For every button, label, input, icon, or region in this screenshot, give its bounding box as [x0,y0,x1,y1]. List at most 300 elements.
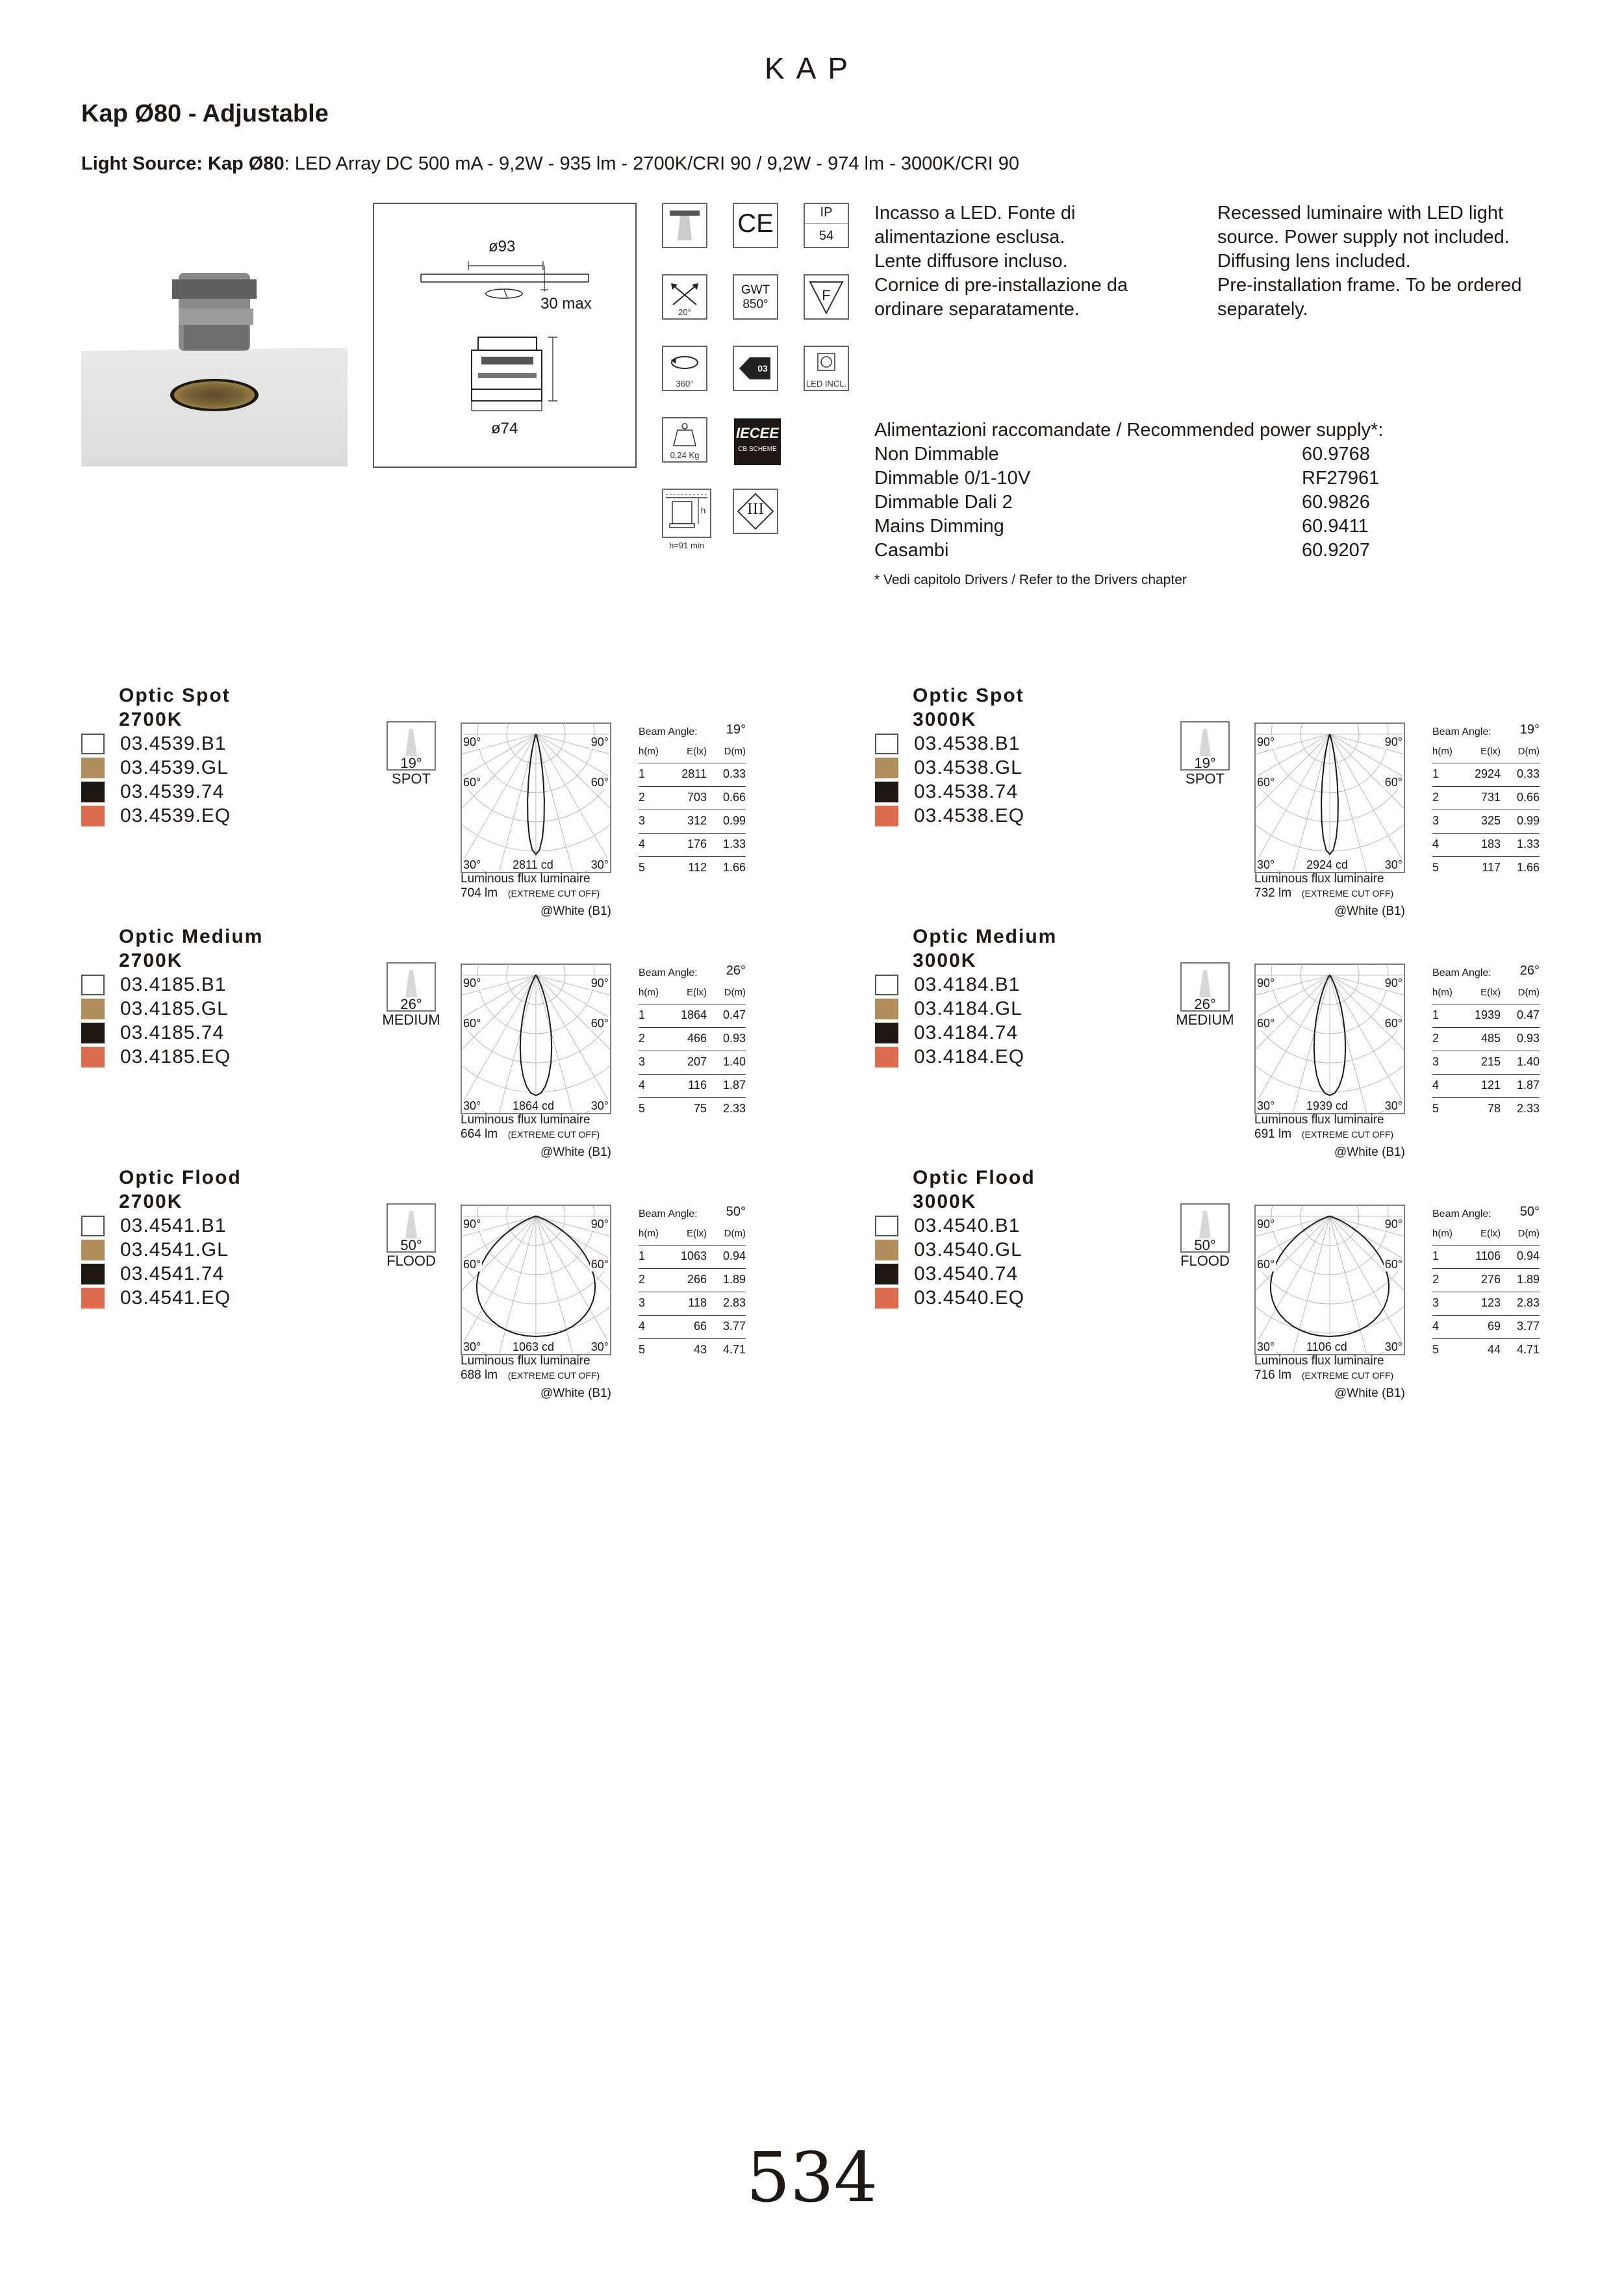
article-code-row [81,997,302,1021]
optic-color-temp: 3000K [913,1191,977,1212]
angle-label: 60° [1384,1017,1402,1030]
illuminance-cell: 312 [687,814,707,827]
diameter-cell: 0.93 [722,1032,746,1045]
col-illuminance: E(lx) [687,987,707,998]
article-code: 03.4539.B1 [120,733,227,754]
weight-icon [662,417,707,463]
page-number: 534 [746,2138,878,2217]
illuminance-cell: 1864 [680,1008,707,1021]
table-row [639,1339,746,1362]
article-code-row [81,1021,302,1045]
finish-swatch [81,975,105,995]
article-code-list [81,973,302,1069]
table-body [639,1004,746,1121]
table-row [1432,763,1540,787]
table-row [1432,1292,1540,1316]
diameter-cell: 1.66 [722,861,746,874]
optic-block [81,1166,746,1406]
article-code-row [81,1045,302,1069]
light-source-line [81,153,1019,175]
rotation-value: 360° [676,379,694,389]
optic-title: Optic Flood [119,1167,242,1188]
table-row [1432,1028,1540,1051]
table-row [639,1028,746,1051]
desc-en-line: source. Power supply not included. [1217,227,1510,248]
diameter-cell: 0.66 [1516,791,1540,804]
height-cell: 5 [639,1343,646,1356]
optic-block [81,683,746,924]
illuminance-table [639,720,746,880]
power-supply-name: Casambi [874,540,949,561]
diameter-cell: 0.94 [722,1249,746,1262]
angle-label: 60° [463,1258,481,1271]
height-cell: 2 [1432,1032,1440,1045]
article-code-row [875,1214,1096,1238]
power-supply-row [874,515,1524,539]
product-title: Kap Ø80 - Adjustable [81,100,329,127]
illuminance-cell: 1063 [680,1249,707,1262]
rotation-icon [662,346,707,391]
desc-it-line: Cornice di pre-installazione da [874,275,1128,296]
table-row [1432,1004,1540,1028]
dim-diameter-bottom: ø74 [491,420,518,437]
table-row [639,1075,746,1098]
gwt-label: GWT [741,283,770,297]
angle-label: 30° [1384,858,1402,871]
diameter-cell: 1.89 [1516,1273,1540,1286]
svg-text:F: F [822,287,831,303]
optic-block [81,925,746,1165]
gwt-icon [733,274,778,320]
diameter-cell: 0.47 [1516,1008,1540,1021]
table-row [639,1004,746,1028]
beam-degree: 50° [400,1237,422,1253]
table-body [1432,1246,1540,1362]
col-height: h(m) [639,746,659,757]
technical-drawing [373,203,637,468]
angle-label: 30° [1257,858,1275,871]
illuminance-table [1432,1202,1540,1362]
power-supply-code: 60.9768 [1302,444,1370,465]
finish-swatch [875,734,898,754]
table-row [639,763,746,787]
height-cell: 2 [639,791,646,804]
finish-swatch [875,999,898,1019]
col-height: h(m) [1432,746,1453,757]
table-header [1432,983,1540,1004]
article-code-row [81,1214,302,1238]
article-code: 03.4539.EQ [120,805,231,826]
article-code-row [875,1286,1096,1310]
table-row [639,1246,746,1269]
beam-angle-label: Beam Angle: [639,726,698,737]
table-row [639,1098,746,1121]
height-cell: 4 [1432,837,1440,850]
height-cell: 1 [1432,1008,1440,1021]
height-cell: 4 [1432,1320,1440,1333]
col-height: h(m) [1432,987,1453,998]
luminous-flux-value: 716 lm [1254,1368,1292,1382]
luminous-flux-value-line [461,886,600,901]
diameter-cell: 0.94 [1516,1249,1540,1262]
diameter-cell: 0.33 [1516,767,1540,780]
height-cell: 1 [1432,1249,1440,1262]
illuminance-cell: 123 [1480,1296,1501,1309]
finish-swatch [81,1288,105,1309]
beam-angle-value: 50° [1519,1205,1540,1219]
angle-label: 30° [590,1099,609,1112]
polar-diagram [1254,1205,1405,1355]
polar-diagram [461,1205,611,1355]
table-body [1432,1004,1540,1121]
table-row [1432,1246,1540,1269]
luminous-flux-value-line [1254,1368,1393,1383]
height-cell: 1 [1432,767,1440,780]
luminous-flux-value: 691 lm [1254,1127,1292,1141]
table-row [1432,1051,1540,1075]
article-code-list [875,1214,1096,1310]
beam-type: FLOOD [387,1253,436,1269]
iecee-sub-label: CB SCHEME [738,446,777,453]
angle-label: 60° [1257,1258,1275,1271]
extreme-cut-off-label: (EXTREME CUT OFF) [1301,1129,1394,1140]
article-code: 03.4185.74 [120,1022,225,1043]
illuminance-table [639,961,746,1121]
article-code-row [875,1045,1096,1069]
power-supply-row [874,442,1524,466]
article-code-list [81,1214,302,1310]
ip-value: 54 [818,229,834,243]
illuminance-cell: 176 [687,837,707,850]
finish-swatch [875,1240,898,1260]
angle-label: 30° [590,1340,609,1353]
table-row [1432,1339,1540,1362]
energy-class-value: 03 [757,363,768,374]
article-code-row [81,780,302,804]
article-code: 03.4541.74 [120,1263,225,1284]
angle-label: 90° [1384,1218,1402,1231]
optic-color-temp: 2700K [119,709,183,730]
article-code: 03.4541.GL [120,1239,229,1260]
angle-label: 60° [590,1258,609,1271]
diameter-cell: 1.87 [1516,1079,1540,1092]
power-supply-code: 60.9207 [1302,540,1370,561]
illuminance-cell: 485 [1480,1032,1501,1045]
beam-angle-value: 26° [726,964,746,978]
table-header [639,742,746,763]
diameter-cell: 2.33 [722,1102,746,1115]
illuminance-cell: 118 [688,1296,707,1309]
angle-label: 90° [590,1218,609,1231]
light-source-label: Light Source: Kap Ø80 [81,153,285,174]
power-supply-block [874,418,1524,592]
ip-rating-icon [804,203,849,248]
beam-angle-value: 26° [1519,964,1540,978]
article-code: 03.4539.GL [120,757,229,778]
beam-angle-header [639,720,746,742]
col-height: h(m) [639,1228,659,1239]
luminous-flux-label: Luminous flux luminaire [1254,1113,1384,1127]
peak-intensity-label: 2924 cd [1306,858,1349,871]
angle-label: 30° [1257,1099,1275,1112]
min-height-icon [662,489,711,551]
article-code-row [81,973,302,997]
ce-mark-icon: CE [733,203,778,248]
beam-angle-label: Beam Angle: [1432,1208,1491,1220]
finish-swatch [81,1264,105,1284]
extreme-cut-off-label: (EXTREME CUT OFF) [507,888,600,899]
diameter-cell: 0.47 [722,1008,746,1021]
diameter-cell: 3.77 [1516,1320,1540,1333]
finish-swatch [875,1288,898,1309]
article-code-row [875,756,1096,780]
col-illuminance: E(lx) [687,1228,707,1239]
article-code: 03.4540.74 [914,1263,1019,1284]
iecee-icon [733,417,782,466]
illuminance-cell: 276 [1480,1273,1501,1286]
angle-label: 90° [463,977,481,990]
power-supply-code: RF27961 [1302,468,1380,489]
height-cell: 3 [639,1296,646,1309]
optic-title: Optic Spot [913,685,1024,706]
desc-en-line: Pre-installation frame. To be ordered [1217,275,1522,296]
height-cell: 1 [639,1249,646,1262]
optic-title: Optic Spot [119,685,231,706]
white-finish-label: @White (B1) [540,1145,611,1159]
article-code: 03.4184.GL [914,998,1022,1019]
angle-label: 30° [463,858,481,871]
optic-block [875,683,1540,924]
height-cell: 2 [1432,1273,1440,1286]
luminous-flux-label: Luminous flux luminaire [1254,872,1384,886]
ip-label: IP [805,205,848,224]
angle-label: 60° [590,1017,609,1030]
article-code: 03.4540.EQ [914,1287,1025,1309]
angle-label: 90° [1384,977,1402,990]
illuminance-cell: 121 [1480,1079,1501,1092]
illuminance-cell: 207 [687,1055,707,1068]
table-row [639,810,746,834]
height-cell: 2 [1432,791,1440,804]
angle-label: 90° [1257,977,1275,990]
illuminance-cell: 116 [688,1079,707,1092]
article-code: 03.4540.GL [914,1239,1022,1260]
article-code: 03.4538.74 [914,781,1019,802]
beam-degree: 19° [1194,755,1216,771]
beam-angle-header [1432,961,1540,983]
white-finish-label: @White (B1) [1334,1386,1405,1400]
article-code: 03.4184.B1 [914,974,1021,995]
angle-label: 90° [590,735,609,748]
optic-color-temp: 3000K [913,709,977,730]
white-finish-label: @White (B1) [1334,1145,1405,1159]
beam-type: SPOT [392,771,431,787]
table-row [1432,1075,1540,1098]
extreme-cut-off-label: (EXTREME CUT OFF) [1301,1370,1394,1381]
diameter-cell: 0.93 [1516,1032,1540,1045]
height-cell: 3 [1432,1296,1440,1309]
beam-angle-label: Beam Angle: [1432,967,1491,978]
finish-swatch [81,999,105,1019]
illuminance-cell: 325 [1480,814,1501,827]
article-code-row [875,997,1096,1021]
diameter-cell: 2.33 [1516,1102,1540,1115]
table-body [639,763,746,880]
beam-angle-header [1432,720,1540,742]
table-header [639,983,746,1004]
illuminance-cell: 117 [1482,861,1501,874]
height-cell: 2 [639,1032,646,1045]
power-supply-name: Non Dimmable [874,444,999,465]
height-cell: 3 [639,814,646,827]
illuminance-cell: 112 [688,861,707,874]
col-diameter: D(m) [1517,746,1540,757]
angle-label: 30° [590,858,609,871]
beam-angle-value: 50° [726,1205,746,1219]
gwt-value: 850° [742,298,768,311]
desc-it-line: alimentazione esclusa. [874,227,1065,248]
height-cell: 5 [1432,1102,1440,1115]
luminous-flux-label: Luminous flux luminaire [461,872,590,886]
finish-swatch [81,758,105,778]
white-finish-label: @White (B1) [1334,904,1405,918]
peak-intensity-label: 1864 cd [513,1099,555,1112]
table-header [1432,1224,1540,1246]
table-row [1432,810,1540,834]
illuminance-cell: 1106 [1475,1249,1501,1262]
article-code: 03.4185.GL [120,998,229,1019]
article-code-row [81,1262,302,1286]
polar-diagram [1254,722,1405,873]
height-cell: 4 [639,837,646,850]
illuminance-cell: 466 [687,1032,707,1045]
col-diameter: D(m) [724,746,746,757]
power-supply-row [874,466,1524,491]
diameter-cell: 4.71 [722,1343,746,1356]
beam-angle-value: 19° [726,722,746,737]
min-height-value: h=91 min [669,541,704,550]
illuminance-cell: 2924 [1474,767,1501,780]
height-cell: 5 [639,1102,646,1115]
article-code: 03.4541.EQ [120,1287,231,1309]
article-code-row [875,804,1096,828]
height-cell: 3 [639,1055,646,1068]
article-code-row [81,804,302,828]
power-supply-row [874,491,1524,515]
optic-title: Optic Medium [119,926,264,947]
angle-label: 90° [1257,735,1275,748]
led-included-icon [804,346,849,391]
beam-type: MEDIUM [382,1012,440,1028]
diameter-cell: 1.33 [722,837,746,850]
table-header [1432,742,1540,763]
article-code: 03.4538.EQ [914,805,1025,826]
diameter-cell: 3.77 [722,1320,746,1333]
finish-swatch [81,782,105,802]
diameter-cell: 1.89 [722,1273,746,1286]
col-illuminance: E(lx) [1480,987,1501,998]
iecee-label: IECEE [735,425,780,441]
beam-degree: 26° [400,996,422,1012]
polar-diagram [461,964,611,1114]
desc-en-line: Recessed luminaire with LED light [1217,203,1504,224]
angle-label: 90° [1384,735,1402,748]
article-code-row [81,1286,302,1310]
beam-degree: 26° [1194,996,1216,1012]
power-supply-note: * Vedi capitolo Drivers / Refer to the Drivers chapter [874,572,1187,587]
optic-title: Optic Flood [913,1167,1035,1188]
article-code: 03.4185.B1 [120,974,227,995]
article-code-row [81,1238,302,1262]
beam-type: SPOT [1186,771,1224,787]
led-included-label: LED INCL. [806,379,847,389]
polar-diagram [1254,964,1405,1114]
beam-degree: 50° [1194,1237,1216,1253]
luminous-flux-value: 688 lm [461,1368,498,1382]
angle-label: 90° [590,977,609,990]
beam-angle-header [1432,1202,1540,1224]
diameter-cell: 0.33 [722,767,746,780]
angle-label: 60° [1384,776,1402,789]
table-row [1432,834,1540,857]
illuminance-cell: 66 [693,1320,707,1333]
power-supply-name: Mains Dimming [874,516,1004,537]
weight-value: 0,24 Kg [670,450,700,460]
article-code-list [81,732,302,828]
table-header [639,1224,746,1246]
diameter-cell: 0.66 [722,791,746,804]
illuminance-cell: 215 [1480,1055,1501,1068]
article-code-row [81,756,302,780]
angle-label: 60° [1384,1258,1402,1271]
white-finish-label: @White (B1) [540,1386,611,1400]
power-supply-name: Dimmable Dali 2 [874,492,1013,513]
luminous-flux-value-line [461,1368,600,1383]
angle-label: 90° [463,1218,481,1231]
table-row [1432,787,1540,810]
optic-color-temp: 2700K [119,1191,183,1212]
illuminance-cell: 1939 [1474,1008,1501,1021]
desc-it-line: Incasso a LED. Fonte di [874,203,1076,224]
article-code-row [875,780,1096,804]
col-diameter: D(m) [724,1228,746,1239]
illuminance-cell: 78 [1487,1102,1501,1115]
height-symbol: h [701,505,706,515]
article-code-row [875,1262,1096,1286]
beam-type: MEDIUM [1176,1012,1234,1028]
illuminance-cell: 183 [1480,837,1501,850]
illuminance-cell: 43 [693,1343,707,1356]
beam-type: FLOOD [1180,1253,1230,1269]
height-cell: 4 [1432,1079,1440,1092]
diameter-cell: 1.33 [1516,837,1540,850]
diameter-cell: 0.99 [1516,814,1540,827]
finish-swatch [875,1216,898,1236]
height-cell: 5 [639,861,646,874]
peak-intensity-label: 2811 cd [513,858,553,871]
luminous-flux-label: Luminous flux luminaire [461,1113,590,1127]
power-supply-code: 60.9826 [1302,492,1370,513]
illuminance-cell: 703 [687,791,707,804]
angle-label: 30° [1384,1099,1402,1112]
light-source-text: : LED Array DC 500 mA - 9,2W - 935 lm - 2700K/CRI 90 / 9,2W - 974 lm - 3000K/CRI 90 [284,153,1020,174]
height-cell: 1 [639,1008,646,1021]
beam-angle-label: Beam Angle: [639,967,698,978]
finish-swatch [875,1264,898,1284]
angle-label: 60° [463,1017,481,1030]
beam-angle-header [639,1202,746,1224]
article-code: 03.4185.EQ [120,1046,231,1067]
